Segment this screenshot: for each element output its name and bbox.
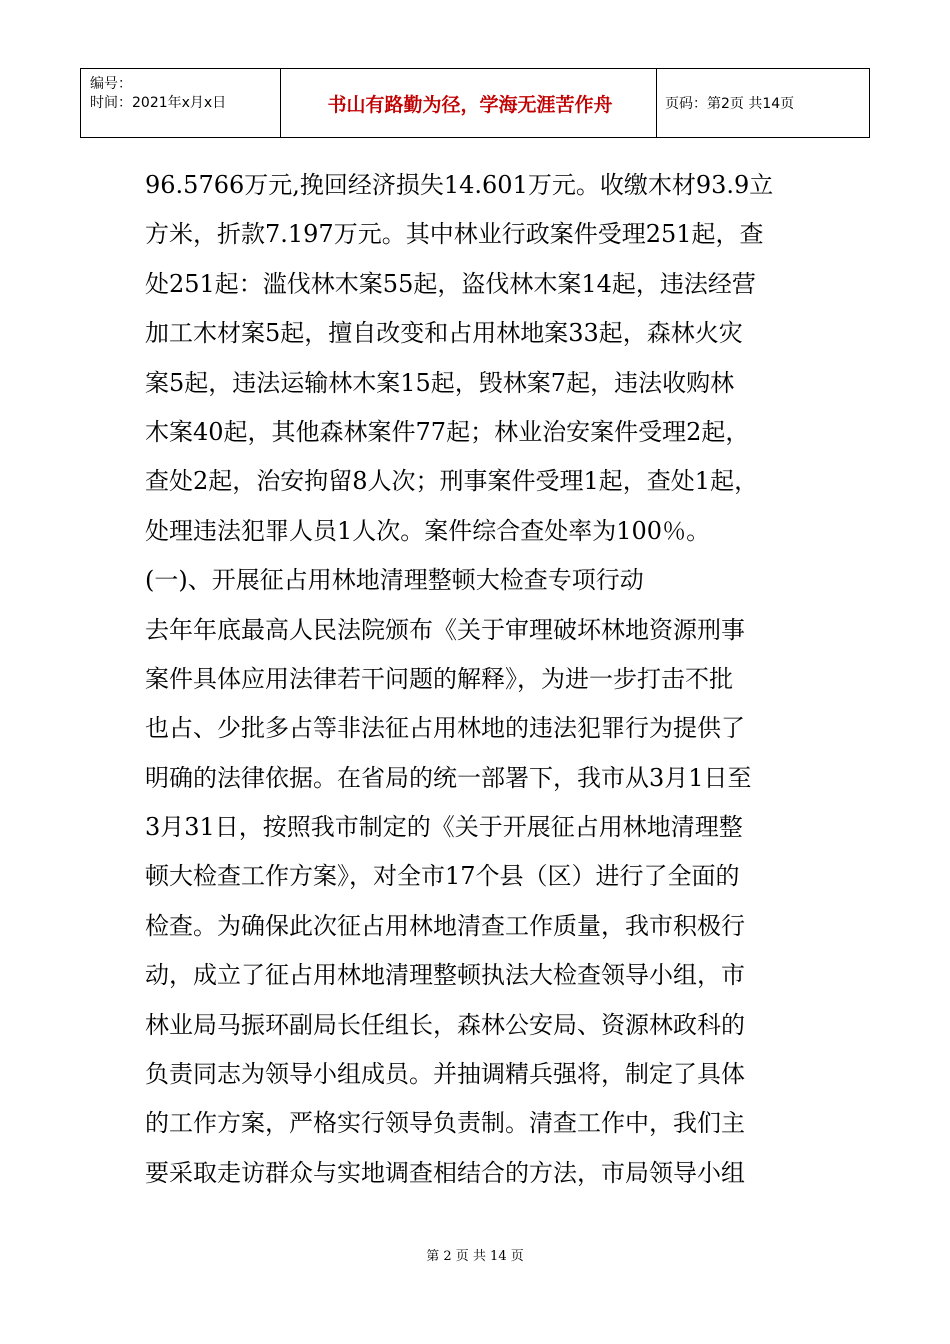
header-meta [90,75,226,113]
body-text-line: 96.5766万元,挽回经济损失14.601万元。收缴木材93.9立 [145,171,774,199]
body-text-line: 3月31日，按照我市制定的《关于开展征占用林地清理整 [145,813,743,842]
body-text-line: 顿大检查工作方案》，对全市17个县（区）进行了全面的 [145,862,740,891]
body-text-line: 林业局马振环副局长任组长，森林公安局、资源林政科的 [145,1010,745,1039]
body-text-line: 案5起，违法运输林木案15起，毁林案7起，违法收购林 [145,368,735,397]
document-time-label: 时间：2021年x月x日 [90,95,227,111]
body-text-line: 要采取走访群众与实地调查相结合的方法，市局领导小组 [145,1158,745,1187]
header-divider-1 [280,69,281,137]
document-body [145,161,825,1198]
body-text-line: 也占、少批多占等非法征占用林地的违法犯罪行为提供了 [145,714,745,743]
body-text-line: 案件具体应用法律若干问题的解释》，为进一步打击不批 [145,664,733,693]
body-text-line: 木案40起，其他森林案件77起；林业治安案件受理2起， [145,417,750,446]
page-footer: 第 2 页 共 14 页 [426,1249,524,1264]
document-number-label: 编号： [90,76,132,92]
body-text-line: 的工作方案，严格实行领导负责制。清查工作中，我们主 [145,1109,745,1138]
header-divider-right [869,69,870,137]
header-motto: 书山有路勤为径，学海无涯苦作舟 [327,93,613,116]
body-text-line: 查处2起，治安拘留8人次；刑事案件受理1起，查处1起， [145,467,759,496]
body-text-line: 加工木材案5起，擅自改变和占用林地案33起，森林火灾 [145,319,743,348]
body-text-line: 明确的法律依据。在省局的统一部署下，我市从3月1日至 [145,763,752,792]
body-text-line: 动，成立了征占用林地清理整顿执法大检查领导小组，市 [145,961,745,990]
body-text-line: 处理违法犯罪人员1人次。案件综合查处率为100％。 [145,516,711,545]
header-page-info: 页码：第2页 共14页 [665,96,795,112]
body-text-line: 处251起：滥伐林木案55起，盗伐林木案14起，违法经营 [145,269,756,298]
body-text-line: 检查。为确保此次征占用林地清查工作质量，我市积极行 [145,911,745,940]
document-header [80,68,870,138]
body-text-line: 去年年底最高人民法院颁布《关于审理破坏林地资源刑事 [145,615,745,644]
header-divider-2 [656,69,657,137]
header-divider-left [80,69,81,137]
body-text-line: 负责同志为领导小组成员。并抽调精兵强将，制定了具体 [145,1060,745,1089]
body-text-line: 方米，折款7.197万元。其中林业行政案件受理251起，查 [145,220,764,249]
body-text-line: (一)、开展征占用林地清理整顿大检查专项行动 [145,566,644,595]
